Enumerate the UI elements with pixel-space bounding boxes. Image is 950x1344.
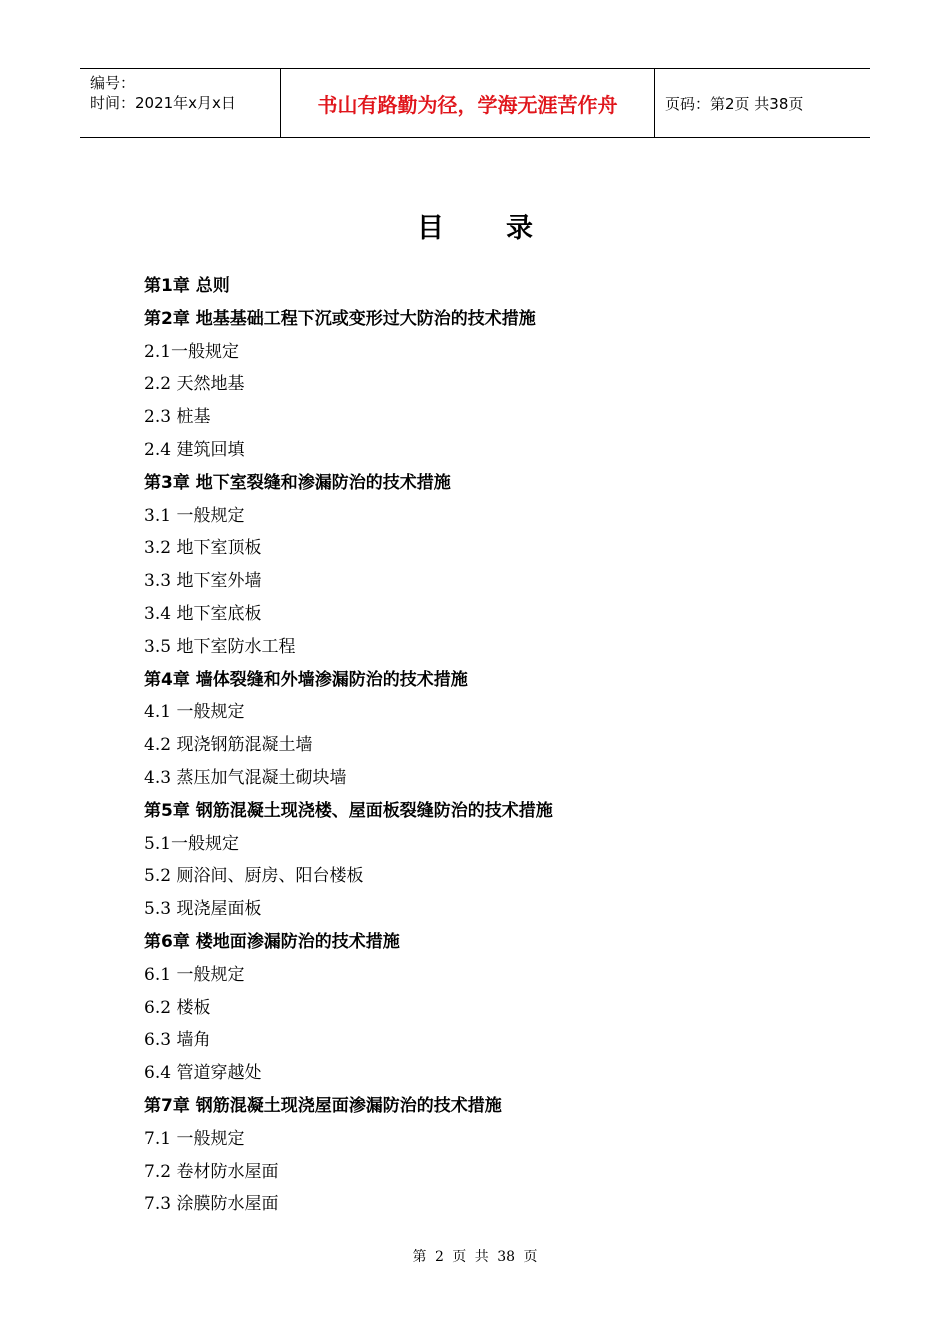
toc-chapter[interactable]: 第5章 钢筋混凝土现浇楼、屋面板裂缝防治的技术措施 [144, 800, 553, 821]
toc-chapter[interactable]: 第7章 钢筋混凝土现浇屋面渗漏防治的技术措施 [144, 1095, 502, 1116]
toc-section[interactable]: 5.2 厕浴间、厨房、阳台楼板 [144, 866, 364, 887]
toc-section[interactable]: 6.2 楼板 [144, 997, 211, 1018]
toc-section[interactable]: 4.3 蒸压加气混凝土砌块墙 [144, 767, 347, 788]
toc-section[interactable]: 3.3 地下室外墙 [144, 571, 262, 592]
toc-chapter[interactable]: 第4章 墙体裂缝和外墙渗漏防治的技术措施 [144, 669, 468, 690]
page-footer: 第 2 页 共 38 页 [412, 1249, 538, 1265]
toc-section[interactable]: 2.3 桩基 [144, 407, 211, 428]
toc-section[interactable]: 2.4 建筑回填 [144, 439, 245, 460]
toc-section[interactable]: 6.3 墙角 [144, 1030, 211, 1051]
page-header [80, 68, 870, 138]
toc-section[interactable]: 7.3 涂膜防水屋面 [144, 1194, 279, 1215]
header-time-label: 时间：2021年x月x日 [90, 94, 236, 112]
page-title: 目录 [417, 213, 595, 244]
toc-section[interactable]: 3.1 一般规定 [144, 505, 245, 526]
toc-section[interactable]: 3.4 地下室底板 [144, 603, 262, 624]
header-motto: 书山有路勤为径，学海无涯苦作舟 [281, 69, 655, 137]
toc-section[interactable]: 3.5 地下室防水工程 [144, 636, 296, 657]
toc-section[interactable]: 3.2 地下室顶板 [144, 538, 262, 559]
toc-section[interactable]: 2.2 天然地基 [144, 374, 245, 395]
toc-section[interactable]: 2.1一般规定 [144, 341, 240, 362]
toc-chapter[interactable]: 第6章 楼地面渗漏防治的技术措施 [144, 931, 400, 952]
header-meta [80, 69, 281, 137]
toc-section[interactable]: 5.1一般规定 [144, 833, 240, 854]
toc-section[interactable]: 6.4 管道穿越处 [144, 1063, 262, 1084]
toc-chapter[interactable]: 第3章 地下室裂缝和渗漏防治的技术措施 [144, 472, 451, 493]
header-page-code: 页码：第2页 共38页 [665, 94, 804, 113]
toc-section[interactable]: 4.2 现浇钢筋混凝土墙 [144, 735, 313, 756]
toc-section[interactable]: 6.1 一般规定 [144, 964, 245, 985]
toc-chapter[interactable]: 第1章 总则 [144, 276, 230, 296]
table-of-contents [144, 270, 844, 1221]
header-number-label: 编号： [90, 74, 136, 92]
toc-section[interactable]: 5.3 现浇屋面板 [144, 899, 262, 920]
toc-section[interactable]: 7.1 一般规定 [144, 1128, 245, 1149]
toc-chapter[interactable]: 第2章 地基基础工程下沉或变形过大防治的技术措施 [144, 308, 536, 329]
toc-section[interactable]: 7.2 卷材防水屋面 [144, 1161, 279, 1182]
toc-section[interactable]: 4.1 一般规定 [144, 702, 245, 723]
